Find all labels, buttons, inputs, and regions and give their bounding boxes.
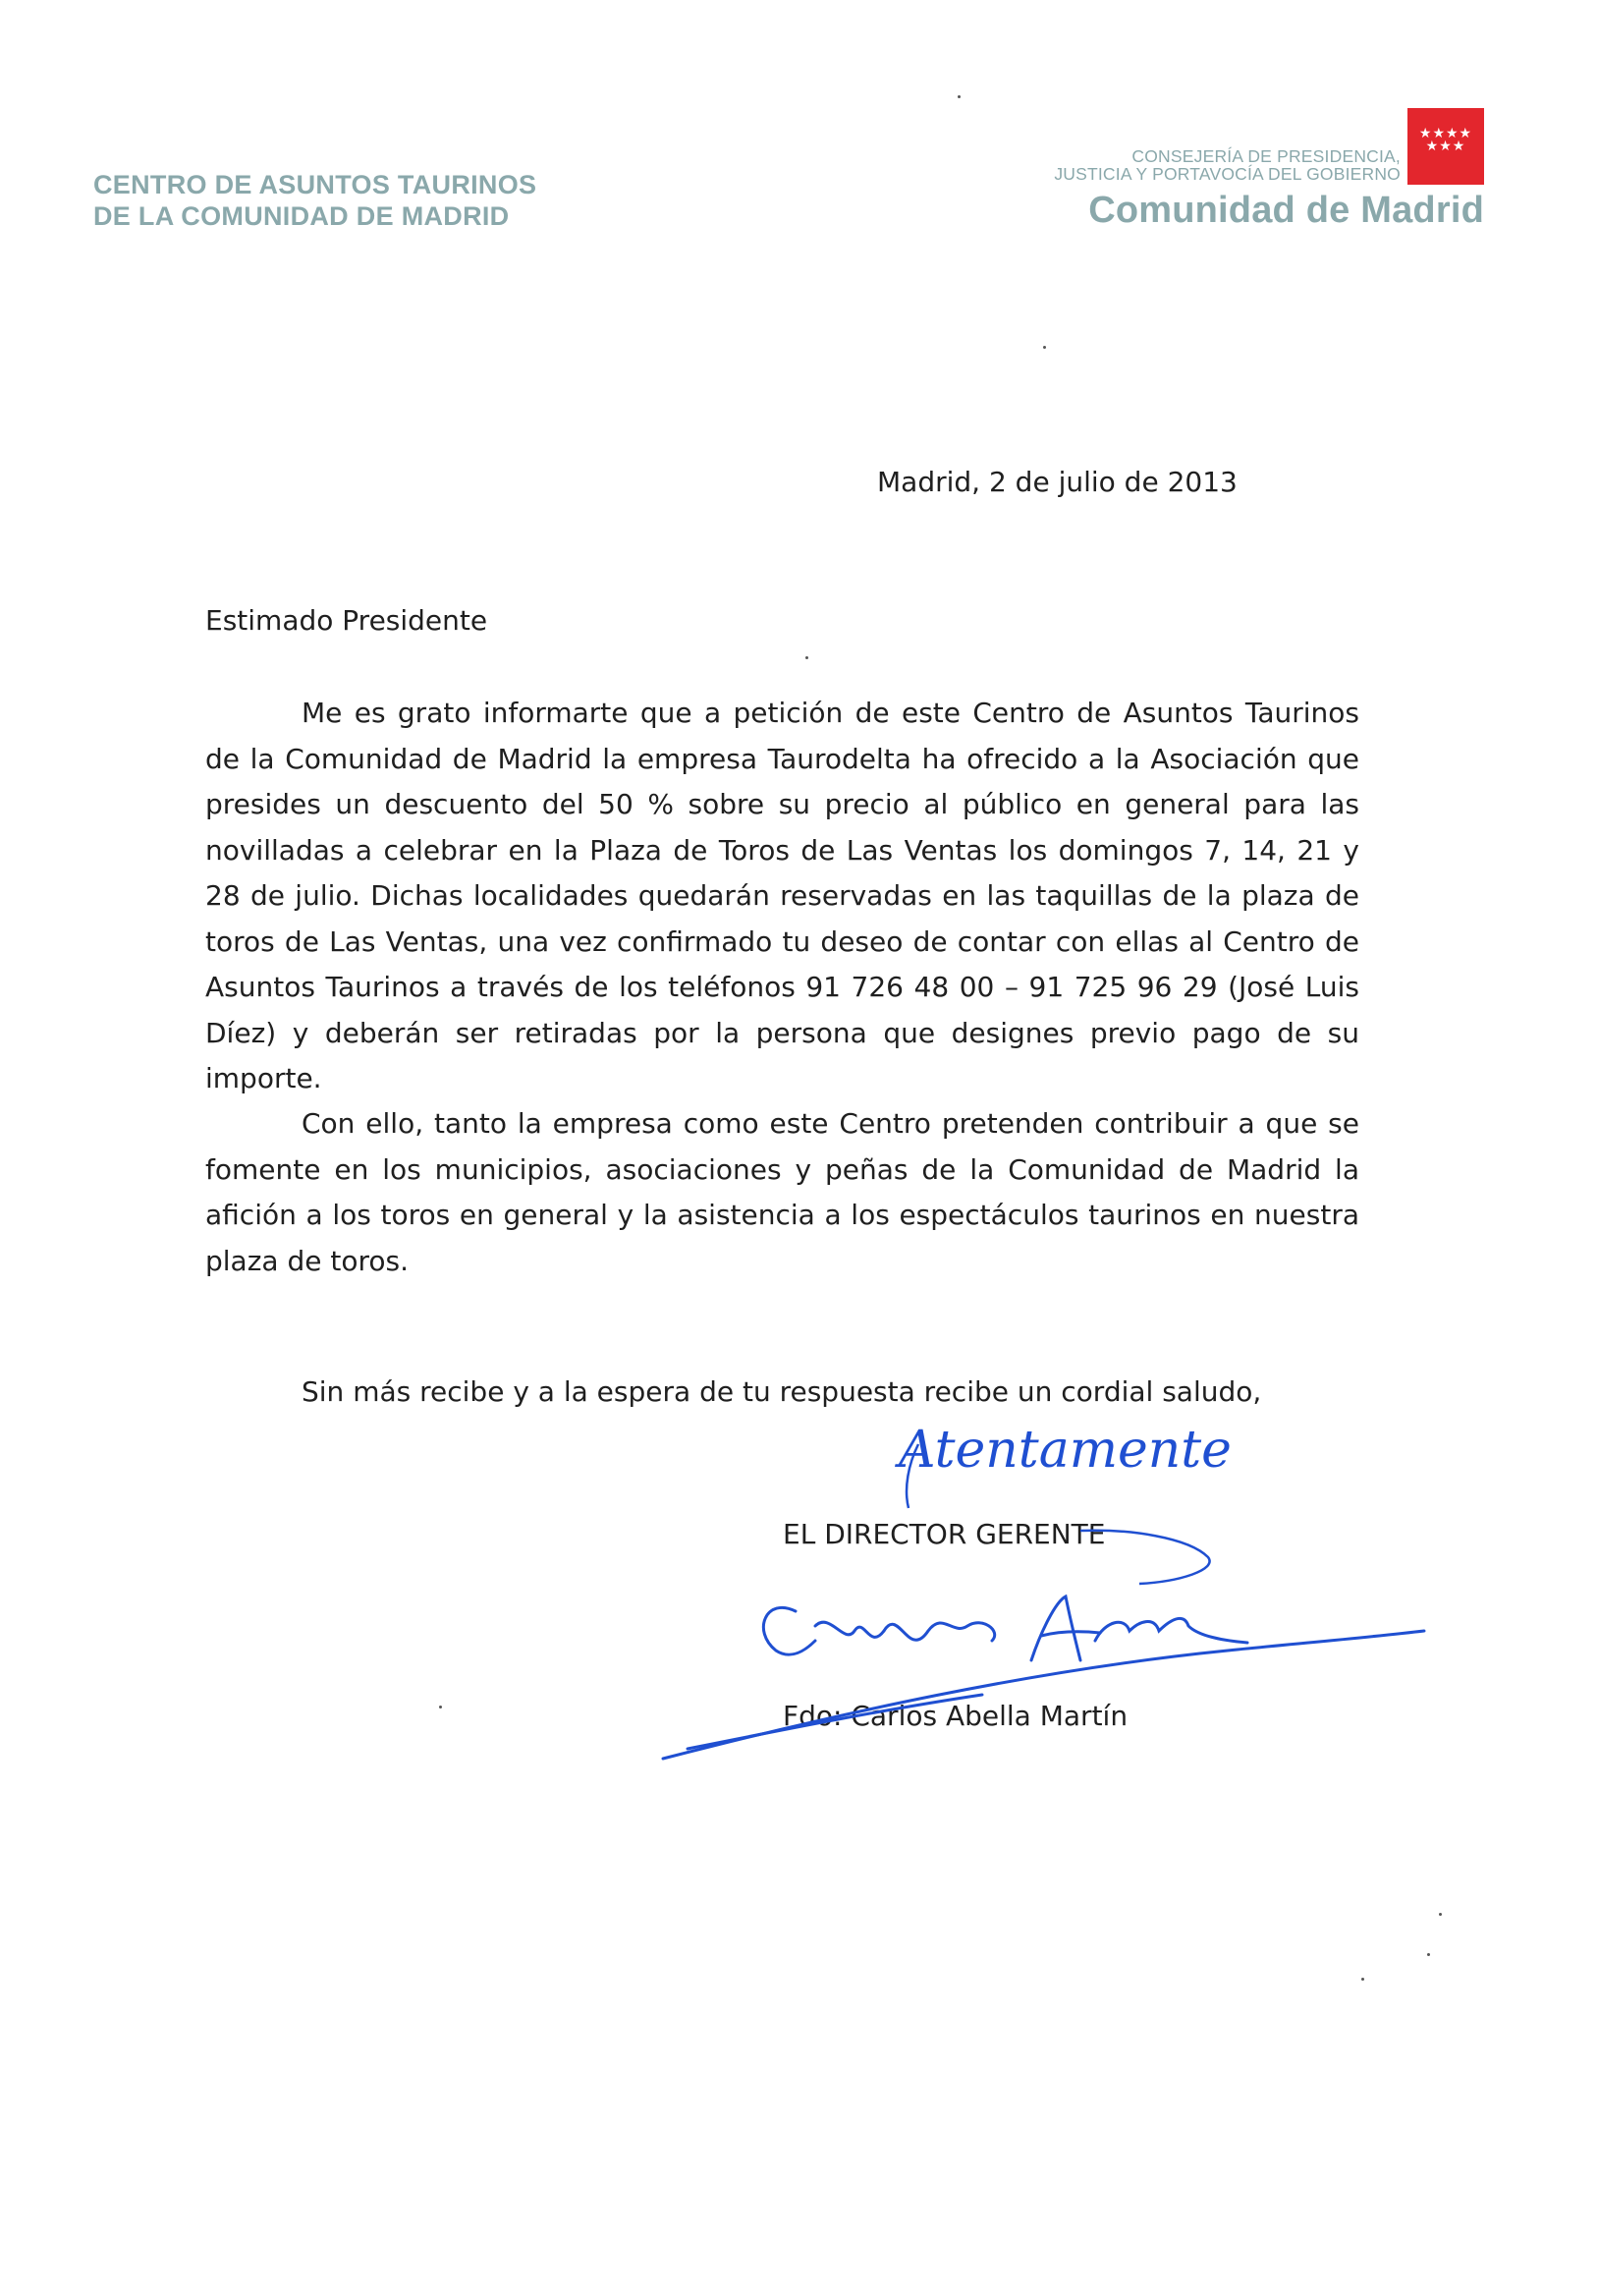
scan-speck <box>805 656 808 659</box>
centro-header-line2: DE LA COMUNIDAD DE MADRID <box>93 201 510 231</box>
atentamente-underline-stroke <box>907 1444 918 1508</box>
letter-date: Madrid, 2 de julio de 2013 <box>877 466 1238 498</box>
salutation: Estimado Presidente <box>205 604 488 637</box>
centro-header-line1: CENTRO DE ASUNTOS TAURINOS <box>93 170 537 199</box>
signer-name: Fdo: Carlos Abella Martín <box>783 1700 1129 1732</box>
scan-speck <box>1361 1978 1364 1981</box>
body-paragraph-2: Con ello, tanto la empresa como este Centro pretenden contribuir a que se fomente en los municipios, asociaciones y peñas de la Comunidad de Madrid la afición a los toros en general y la asistencia a los espectáculos taurinos en nuestra plaza de toros. <box>205 1107 1359 1277</box>
flag-stars: ★★★★ ★★★ <box>1418 126 1473 154</box>
scan-speck <box>1043 346 1046 349</box>
closing-line: Sin más recibe y a la espera de tu respuesta recibe un cordial saludo, <box>302 1375 1262 1408</box>
comunidad-logo <box>1054 108 1484 232</box>
madrid-flag-icon <box>1407 108 1484 185</box>
brand-name: Comunidad de Madrid <box>1088 190 1484 231</box>
scan-speck <box>958 95 961 98</box>
consejeria-line1: CONSEJERÍA DE PRESIDENCIA, <box>1131 146 1401 166</box>
handwritten-atentamente: Atentamente <box>899 1421 1232 1480</box>
scan-speck <box>439 1706 442 1708</box>
scan-speck <box>1439 1913 1442 1916</box>
scan-speck <box>1427 1953 1430 1956</box>
consejeria-line2: JUSTICIA Y PORTAVOCÍA DEL GOBIERNO <box>1054 164 1401 184</box>
body-paragraph-1: Me es grato informarte que a petición de este Centro de Asuntos Taurinos de la Comunidad de Madrid la empresa Taurodelta ha ofrecido a la Asociación que presides un descuento del 50 % sobre su precio al público en general para las novilladas a celebrar en la Plaza de Toros de Las Ventas los domingos 7, 14, 21 y 28 de julio. Dichas localidades quedarán reservadas en las taquillas de la plaza de toros de Las Ventas, una vez confirmado tu deseo de contar con ellas al Centro de Asuntos Taurinos a través de los teléfonos 91 726 48 00 – 91 725 96 29 (José Luis Díez) y deberán ser retiradas por la persona que designes previo pago de su importe. <box>205 697 1359 1094</box>
director-title: EL DIRECTOR GERENTE <box>783 1518 1106 1550</box>
carlos-abella-signature <box>663 1596 1424 1759</box>
centro-header <box>93 169 536 232</box>
